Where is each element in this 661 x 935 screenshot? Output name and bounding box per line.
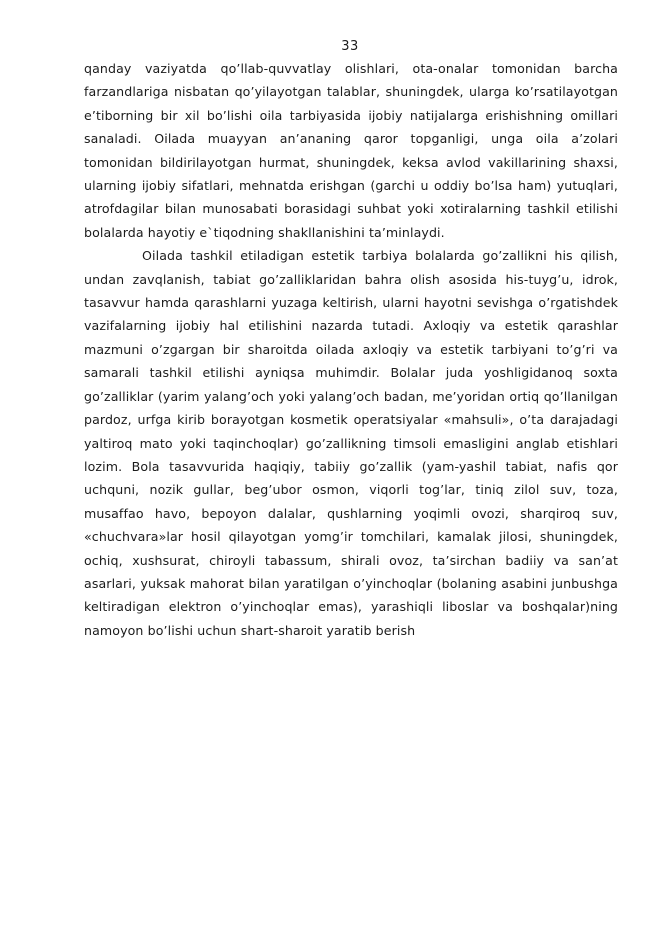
paragraph-2: Oilada tashkil etiladigan estetik tarbiya bolalarda go’zallikni his qilish, undan zavqlanish, tabiat go’zalliklaridan bahra olish asosida his-tuyg’u, idrok, tasavvur hamda qarashlarni yuzaga keltirish, ularni hayotni sevishga o’rgatishdek vazifalarning ijobiy hal etilishini nazarda tutadi. Axloqiy va estetik qarashlar mazmuni o’zgargan bir sharoitda oilada axloqiy va estetik tarbiyani to’g’ri va samarali tashkil etilishi ayniqsa muhimdir. Bolalar juda yoshligidanoq soxta go’zalliklar (yarim yalang’och yoki yalang’och badan, me’yoridan ortiq qo’llanilgan pardoz, urfga kirib borayotgan kosmetik operatsiyalar «mahsuli», o’ta darajadagi yaltiroq mato yoki taqinchoqlar) go’zallikning timsoli emasligini anglab etishlari lozim. Bola tasavvurida haqiqiy, tabiiy go’zallik (yam-yashil tabiat, nafis qor uchquni, nozik gullar, beg’ubor osmon, viqorli tog’lar, tiniq zilol suv, toza, musaffao havo, bepoyon dalalar, qushlarning yoqimli ovozi, sharqiroq suv, «chuchvara»lar hosil qilayotgan yomg’ir tomchilari, kamalak jilosi, shuningdek, ochiq, xushsurat, chiroyli tabassum, shirali ovoz, ta’sirchan badiiy va san’at asarlari, yuksak mahorat bilan yaratilgan o’yinchoqlar (bolaning asabini junbushga keltiradigan elektron o’yinchoqlar emas), yarashiqli liboslar va boshqalar)ning namoyon bo’lishi uchun shart-sharoit yaratib berish: [84, 248, 618, 638]
page-number: 33: [341, 39, 359, 54]
body-text: [84, 57, 618, 642]
paragraph-1: qanday vaziyatda qo’llab-quvvatlay olishlari, ota-onalar tomonidan barcha farzandlariga nisbatan qo’yilayotgan talablar, shuningdek, ularga ko’rsatilayotgan e’tiborning bir xil bo’lishi oila tarbiyasida ijobiy natijalarga erishishning omillari sanaladi. Oilada muayyan an’ananing qaror topganligi, unga oila a’zolari tomonidan bildirilayotgan hurmat, shuningdek, keksa avlod vakillarining shaxsi, ularning ijobiy sifatlari, mehnatda erishgan (garchi u oddiy bo’lsa ham) yutuqlari, atrofdagilar bilan munosabati borasidagi suhbat yoki xotiralarning tashkil etilishi bolalarda hayotiy e`tiqodning shakllanishini ta’minlaydi.: [84, 61, 618, 240]
